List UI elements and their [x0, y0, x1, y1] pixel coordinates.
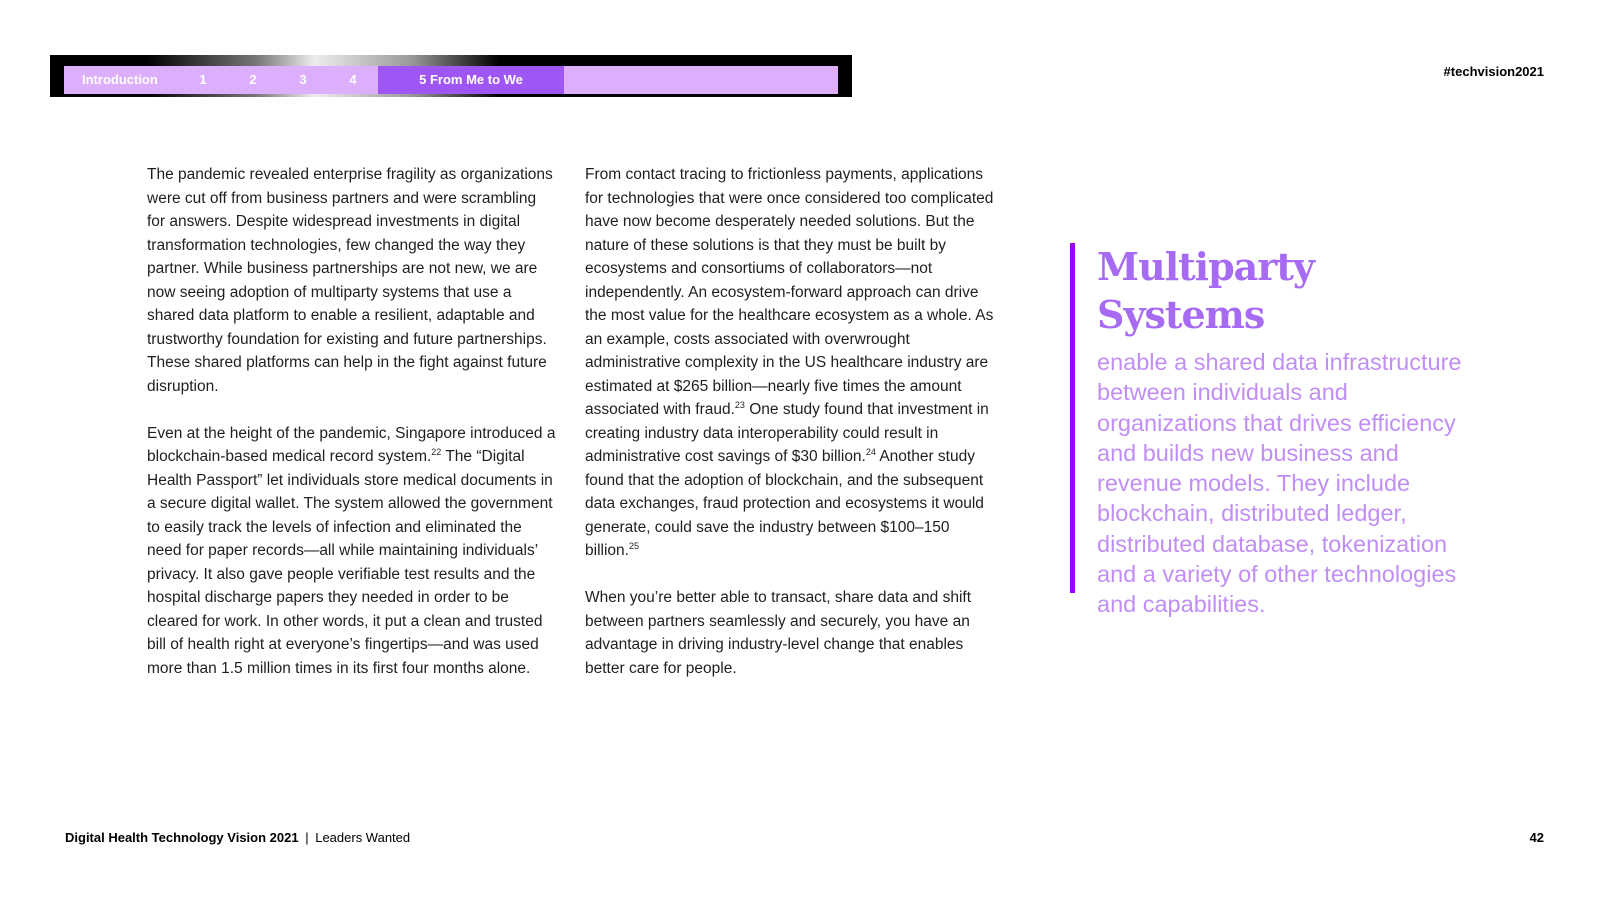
footnote-ref-22[interactable]: 22: [431, 446, 442, 457]
section-nav: [50, 55, 852, 97]
page-number: 42: [1529, 830, 1544, 845]
nav-tab-2[interactable]: 2: [249, 72, 257, 87]
left-paragraph-2-text-b: The “Digital Health Passport” let individuals store medical documents in a secure digital wallet. The system allowed the government to easily track the levels of infection and eliminated the need for paper records—all while maintaining individuals’ privacy. It also gave people verifiable test results and the hospital discharge papers they needed in order to be cleared for work. In other words, it put a clean and trusted bill of health right at everyone’s fingertips—and was used more than 1.5 million times in its first four months alone.: [147, 448, 553, 677]
footer-separator: |: [305, 830, 309, 845]
callout-body: enable a shared data infrastructure between individuals and organizations that drives efficiency and builds new business and revenue models. They include blockchain, distributed ledger, distributed database, tokenization and a variety of other technologies and capabilities.: [1097, 349, 1462, 618]
right-paragraph-1-text-b: One study found that investment in creating industry data interoperability could result in administrative cost savings of $30 billion.: [585, 401, 989, 465]
right-paragraph-1-text-c: Another study found that the adoption of blockchain, and the subsequent data exchanges, fraud protection and ecosystems it would generate, could save the industry between $100–150 billion.: [585, 448, 984, 559]
right-column: [585, 163, 995, 704]
nav-tab-4[interactable]: 4: [349, 72, 357, 87]
nav-tab-5-active[interactable]: 5 From Me to We: [378, 66, 564, 94]
footer-title: Digital Health Technology Vision 2021: [65, 830, 299, 845]
footnote-ref-23[interactable]: 23: [734, 399, 745, 410]
section-nav-bar: [64, 66, 838, 94]
left-column: [147, 163, 557, 704]
callout-title: Multiparty Systems: [1097, 244, 1314, 337]
callout-box: [1070, 243, 1470, 618]
left-paragraph-2: [147, 422, 557, 681]
hashtag: #techvision2021: [1443, 64, 1544, 79]
footnote-ref-24[interactable]: 24: [865, 446, 876, 457]
nav-tab-introduction[interactable]: Introduction: [82, 72, 158, 87]
left-paragraph-1: The pandemic revealed enterprise fragility as organizations were cut off from business partners and were scrambling for answers. Despite widespread investments in digital transformation technologies, few changed the way they partner. While business partnerships are not new, we are now seeing adoption of multiparty systems that use a shared data platform to enable a resilient, adaptable and trustworthy foundation for existing and future partnerships. These shared platforms can help in the fight against future disruption.: [147, 166, 553, 395]
left-paragraph-2-text-a: Even at the height of the pandemic, Singapore introduced a blockchain-based medical record system.: [147, 424, 556, 465]
footer-subtitle: Leaders Wanted: [315, 830, 411, 845]
right-paragraph-1-text-a: From contact tracing to frictionless payments, applications for technologies that were once considered too complicated have now become desperately needed solutions. But the nature of these solutions is that they must be built by ecosystems and consortiums of collaborators—not independently. An ecosystem-forward approach can drive the most value for the healthcare ecosystem as a whole. As an example, costs associated with overwrought administrative complexity in the US healthcare industry are estimated at $265 billion—nearly five times the amount associated with fraud.: [585, 166, 994, 418]
nav-tab-3[interactable]: 3: [299, 72, 307, 87]
footnote-ref-25[interactable]: 25: [628, 540, 639, 551]
nav-tab-1[interactable]: 1: [199, 72, 207, 87]
right-paragraph-1: [585, 163, 995, 563]
right-paragraph-2: When you’re better able to transact, share data and shift between partners seamlessly and securely, you have an advantage in driving industry-level change that enables better care for people.: [585, 589, 972, 677]
footer: [65, 830, 410, 845]
nav-bar-fill: [564, 66, 838, 94]
